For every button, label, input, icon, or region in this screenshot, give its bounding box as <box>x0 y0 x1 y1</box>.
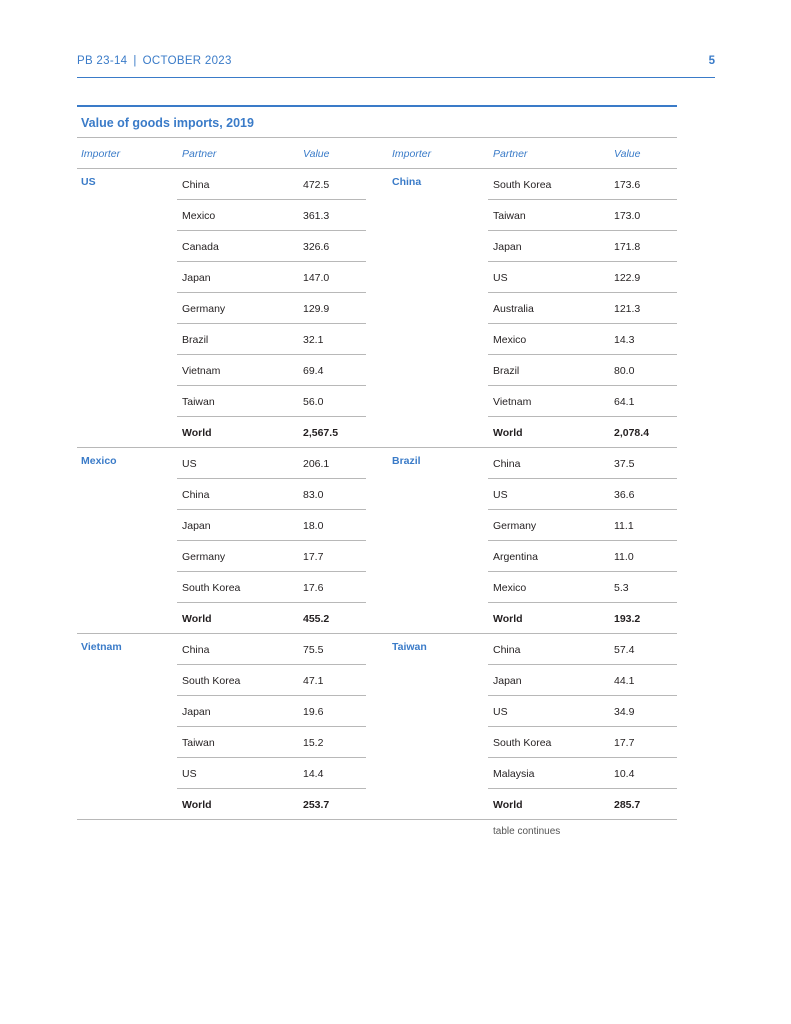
partner-cell: Vietnam <box>493 396 532 408</box>
value-cell: 17.7 <box>614 737 635 749</box>
partner-cell: Canada <box>182 241 219 253</box>
row-divider <box>177 509 366 510</box>
partner-cell: China <box>493 644 521 656</box>
group-divider <box>77 447 677 448</box>
importer-label: Vietnam <box>81 641 122 653</box>
value-cell: 122.9 <box>614 272 641 284</box>
value-cell: 455.2 <box>303 613 330 625</box>
table-continues-note: table continues <box>493 826 561 837</box>
report-date: OCTOBER 2023 <box>142 55 232 67</box>
partner-cell: World <box>182 427 212 439</box>
value-cell: 57.4 <box>614 644 635 656</box>
row-divider <box>488 292 677 293</box>
value-cell: 80.0 <box>614 365 635 377</box>
value-cell: 5.3 <box>614 582 629 594</box>
value-cell: 15.2 <box>303 737 324 749</box>
group-divider <box>77 819 677 820</box>
value-cell: 193.2 <box>614 613 641 625</box>
row-divider <box>488 788 677 789</box>
row-divider <box>488 261 677 262</box>
value-cell: 121.3 <box>614 303 641 315</box>
header-left <box>77 55 232 67</box>
partner-cell: World <box>182 613 212 625</box>
value-cell: 83.0 <box>303 489 324 501</box>
row-divider <box>177 602 366 603</box>
partner-cell: Vietnam <box>182 365 221 377</box>
value-cell: 69.4 <box>303 365 324 377</box>
partner-cell: South Korea <box>493 179 552 191</box>
col-header-value-left: Value <box>303 148 330 160</box>
row-divider <box>177 354 366 355</box>
importer-label: Mexico <box>81 455 117 467</box>
value-cell: 11.0 <box>614 551 634 563</box>
partner-cell: Japan <box>493 675 522 687</box>
value-cell: 18.0 <box>303 520 324 532</box>
report-code: PB 23-14 <box>77 55 128 67</box>
row-divider <box>177 540 366 541</box>
partner-cell: China <box>182 489 210 501</box>
partner-cell: Mexico <box>493 334 527 346</box>
partner-cell: Japan <box>182 520 211 532</box>
value-cell: 285.7 <box>614 799 641 811</box>
value-cell: 11.1 <box>614 520 634 532</box>
partner-cell: Malaysia <box>493 768 535 780</box>
row-divider <box>177 199 366 200</box>
value-cell: 34.9 <box>614 706 635 718</box>
partner-cell: US <box>493 272 508 284</box>
row-divider <box>488 540 677 541</box>
value-cell: 147.0 <box>303 272 330 284</box>
partner-cell: South Korea <box>493 737 552 749</box>
row-divider <box>488 354 677 355</box>
partner-cell: China <box>182 179 210 191</box>
row-divider <box>177 385 366 386</box>
row-divider <box>177 478 366 479</box>
row-divider <box>488 199 677 200</box>
partner-cell: Germany <box>182 303 226 315</box>
row-divider <box>177 571 366 572</box>
partner-cell: Germany <box>493 520 537 532</box>
value-cell: 253.7 <box>303 799 330 811</box>
row-divider <box>488 385 677 386</box>
partner-cell: South Korea <box>182 675 241 687</box>
importer-label: China <box>392 176 422 188</box>
page-header <box>77 55 715 71</box>
partner-cell: South Korea <box>182 582 241 594</box>
partner-cell: Japan <box>493 241 522 253</box>
value-cell: 17.7 <box>303 551 324 563</box>
row-divider <box>177 230 366 231</box>
row-divider <box>177 695 366 696</box>
partner-cell: Taiwan <box>182 396 215 408</box>
table-top-rule <box>77 105 677 107</box>
partner-cell: Japan <box>182 272 211 284</box>
row-divider <box>488 509 677 510</box>
partner-cell: Mexico <box>493 582 527 594</box>
col-header-importer-right: Importer <box>392 148 432 160</box>
value-cell: 64.1 <box>614 396 635 408</box>
header-separator: | <box>133 55 137 67</box>
importer-label: Taiwan <box>392 641 427 653</box>
partner-cell: US <box>182 768 197 780</box>
header-rule-bottom <box>77 168 677 169</box>
partner-cell: Mexico <box>182 210 216 222</box>
partner-cell: World <box>493 799 523 811</box>
group-divider <box>77 633 677 634</box>
table-title: Value of goods imports, 2019 <box>81 116 254 130</box>
header-rule-top <box>77 137 677 138</box>
partner-cell: Taiwan <box>182 737 215 749</box>
partner-cell: Japan <box>182 706 211 718</box>
value-cell: 472.5 <box>303 179 330 191</box>
value-cell: 36.6 <box>614 489 635 501</box>
row-divider <box>488 478 677 479</box>
row-divider <box>177 726 366 727</box>
row-divider <box>488 416 677 417</box>
value-cell: 47.1 <box>303 675 324 687</box>
partner-cell: US <box>493 489 508 501</box>
row-divider <box>488 602 677 603</box>
col-header-partner-left: Partner <box>182 148 217 160</box>
value-cell: 75.5 <box>303 644 324 656</box>
partner-cell: US <box>493 706 508 718</box>
value-cell: 206.1 <box>303 458 330 470</box>
row-divider <box>177 416 366 417</box>
importer-label: US <box>81 176 96 188</box>
header-rule <box>77 77 715 78</box>
partner-cell: World <box>493 613 523 625</box>
page-number: 5 <box>708 55 715 67</box>
col-header-importer-left: Importer <box>81 148 121 160</box>
value-cell: 2,078.4 <box>614 427 650 439</box>
row-divider <box>488 695 677 696</box>
row-divider <box>177 292 366 293</box>
row-divider <box>488 757 677 758</box>
value-cell: 361.3 <box>303 210 330 222</box>
partner-cell: Australia <box>493 303 534 315</box>
row-divider <box>177 323 366 324</box>
row-divider <box>488 664 677 665</box>
col-header-partner-right: Partner <box>493 148 528 160</box>
partner-cell: Brazil <box>493 365 520 377</box>
row-divider <box>488 230 677 231</box>
partner-cell: World <box>493 427 523 439</box>
value-cell: 173.6 <box>614 179 641 191</box>
row-divider <box>177 261 366 262</box>
col-header-value-right: Value <box>614 148 641 160</box>
row-divider <box>488 323 677 324</box>
value-cell: 129.9 <box>303 303 330 315</box>
partner-cell: Brazil <box>182 334 209 346</box>
partner-cell: Argentina <box>493 551 538 563</box>
row-divider <box>488 571 677 572</box>
value-cell: 44.1 <box>614 675 635 687</box>
importer-label: Brazil <box>392 455 421 467</box>
row-divider <box>177 664 366 665</box>
value-cell: 326.6 <box>303 241 330 253</box>
partner-cell: China <box>493 458 521 470</box>
partner-cell: US <box>182 458 197 470</box>
partner-cell: Germany <box>182 551 226 563</box>
value-cell: 14.4 <box>303 768 324 780</box>
row-divider <box>488 726 677 727</box>
value-cell: 56.0 <box>303 396 324 408</box>
value-cell: 14.3 <box>614 334 635 346</box>
value-cell: 173.0 <box>614 210 641 222</box>
partner-cell: China <box>182 644 210 656</box>
value-cell: 2,567.5 <box>303 427 339 439</box>
row-divider <box>177 757 366 758</box>
value-cell: 10.4 <box>614 768 635 780</box>
value-cell: 32.1 <box>303 334 324 346</box>
partner-cell: Taiwan <box>493 210 526 222</box>
partner-cell: World <box>182 799 212 811</box>
value-cell: 37.5 <box>614 458 635 470</box>
value-cell: 171.8 <box>614 241 641 253</box>
value-cell: 19.6 <box>303 706 324 718</box>
row-divider <box>177 788 366 789</box>
value-cell: 17.6 <box>303 582 324 594</box>
